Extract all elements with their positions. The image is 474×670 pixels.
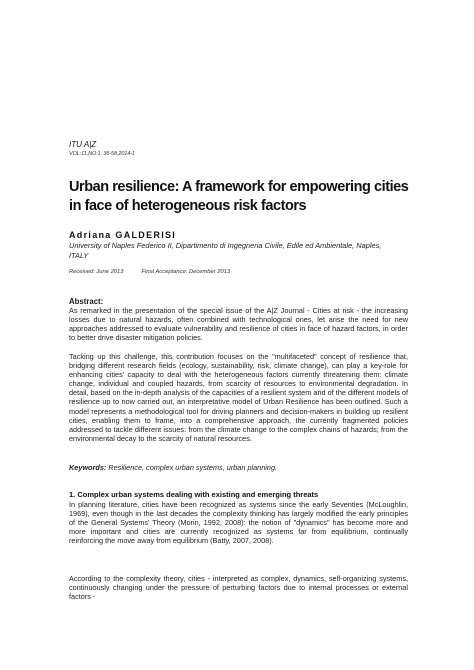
section-paragraph-1: In planning literature, cities have been recognized as systems since the early Seventies (McLoughlin, 1969), even though in the last decades the complexity thinking has largely modified the early principles of the General Systems' Theory (Morin, 1992, 2008): the notion of "dynamics" has become more and more important and cities are currently recognized as systems far from equilibrium, continually reinforcing the move away from equilibrium (Batty, 2007, 2008).	[69, 500, 408, 546]
paper-title: Urban resilience: A framework for empowering cities in face of heterogeneous risk factors	[69, 179, 409, 214]
keywords-line	[69, 463, 408, 472]
abstract-paragraph-1: As remarked in the presentation of the special issue of the A|Z Journal - Cities at risk - the increasing losses due to natural hazards, often combined with technological ones, let arise the need for new approaches addressed to evaluate vulnerability and resilience of cities in face of hazard factors, in order to better drive disaster mitigation policies.	[69, 306, 408, 343]
received-date: Received: June 2013	[69, 269, 124, 275]
submission-dates	[69, 269, 230, 275]
section-heading: 1. Complex urban systems dealing with existing and emerging threats	[69, 490, 319, 499]
abstract-heading: Abstract:	[69, 297, 104, 306]
abstract-paragraph-2: Tacking up this challenge, this contribution focuses on the "multifaceted" concept of resilience that, bridging different research fields (ecology, sustainability, risk, climate change), can play a key-role for enhancing cities' capacity to deal with the heterogeneous factors currently threatening them: climate change, individual and coupled hazards, from scarcity of resources to environmental degradation. In detail, based on the in-depth analysis of the capacities of a resilient system and of the different models of resilience up to now carried out, an interpretative model of Urban Resilience has been outlined. Such a model represents a methodological tool for driving planners and decision-makers in building up resilient cities, enabling them to frame, into a comprehensive approach, the currently fragmented policies addressed to tackle different issues: from the climate change to the complex chains of hazards; from the environmental decay to the scarcity of natural resources.	[69, 352, 408, 443]
journal-volume: VOL:11,NO:1, 36-58,2014-1	[69, 151, 135, 157]
acceptance-date: Final Acceptance: December 2013	[141, 269, 231, 275]
author-affiliation: University of Naples Federico II, Dipartimento di Ingegneria Civile, Edile ed Ambientale, Naples, ITALY	[69, 241, 382, 260]
section-paragraph-2: According to the complexity theory, cities - interpreted as complex, dynamics, self-organizing systems, continuously changing under the pressure of perturbing factors due to internal processes or external factors -	[69, 574, 408, 602]
author-name: Adriana GALDERISI	[69, 230, 177, 240]
keywords-label: Keywords:	[69, 463, 107, 472]
keywords-text: Resilience, complex urban systems, urban planning.	[106, 463, 278, 472]
journal-name: ITU A|Z	[69, 140, 97, 149]
